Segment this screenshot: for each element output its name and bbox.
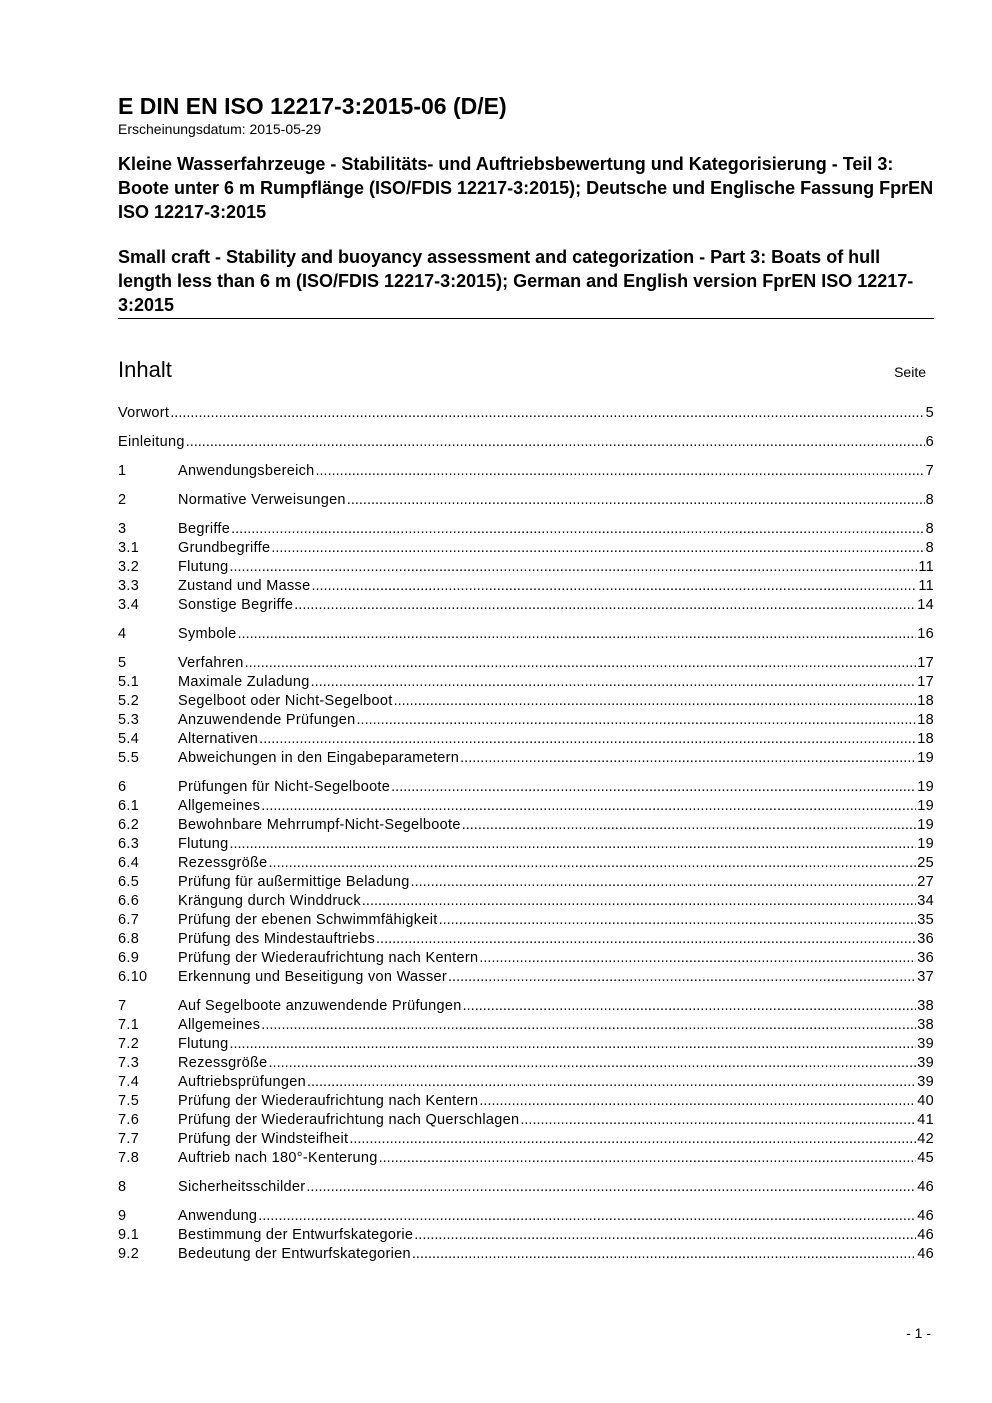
toc-leader-dots: [379, 1150, 917, 1166]
toc-entry[interactable]: [118, 893, 934, 912]
toc-entry-page: 36: [917, 931, 934, 947]
toc-entry-page: 39: [917, 1074, 934, 1090]
toc-entry[interactable]: [118, 1150, 934, 1169]
toc-leader-dots: [170, 405, 924, 421]
toc-entry-title: Flutung: [178, 836, 229, 852]
toc-entry-title: Segelboot oder Nicht-Segelboot: [178, 693, 393, 709]
toc-entry-title: Normative Verweisungen: [178, 492, 346, 508]
toc-entry-number: 6.6: [118, 893, 140, 909]
toc-entry-title: Symbole: [178, 626, 237, 642]
toc-entry[interactable]: [118, 712, 934, 731]
toc-entry-title: Rezessgröße: [178, 855, 268, 871]
toc-entry-number: 9.2: [118, 1246, 140, 1262]
toc-leader-dots: [349, 1131, 916, 1147]
toc-leader-dots: [448, 969, 916, 985]
toc-leader-dots: [269, 855, 917, 871]
toc-entry-number: 3.3: [118, 578, 140, 594]
toc-leader-dots: [229, 1036, 916, 1052]
toc-leader-dots: [463, 998, 917, 1014]
toc-entry-title: Prüfung der ebenen Schwimmfähigkeit: [178, 912, 438, 928]
toc-entry-page: 25: [917, 855, 934, 871]
toc-entry[interactable]: [118, 1036, 934, 1055]
toc-leader-dots: [307, 1074, 916, 1090]
toc-entry[interactable]: [118, 750, 934, 769]
toc-entry-number: 7.2: [118, 1036, 140, 1052]
toc-entry[interactable]: [118, 998, 934, 1017]
toc-entry-page: 11: [918, 559, 934, 575]
toc-entry-page: 7: [925, 463, 934, 479]
toc-entry[interactable]: [118, 1246, 934, 1265]
toc-entry[interactable]: [118, 521, 934, 540]
toc-entry-number: 6.2: [118, 817, 140, 833]
toc-entry[interactable]: [118, 1074, 934, 1093]
toc-entry-number: 6: [118, 779, 127, 795]
toc-entry-page: 18: [917, 731, 934, 747]
toc-leader-dots: [258, 1208, 916, 1224]
toc-entry[interactable]: [118, 693, 934, 712]
toc-entry[interactable]: [118, 434, 934, 453]
toc-entry-number: 3.4: [118, 597, 140, 613]
toc-entry-page: 34: [917, 893, 934, 909]
toc-entry-title: Flutung: [178, 1036, 229, 1052]
toc-entry-title: Einleitung: [118, 434, 185, 450]
toc-leader-dots: [261, 1017, 916, 1033]
toc-leader-dots: [316, 463, 925, 479]
toc-entry-title: Anzuwendende Prüfungen: [178, 712, 356, 728]
toc-entry-page: 41: [917, 1112, 934, 1128]
toc-entry-page: 6: [925, 434, 934, 450]
toc-entry-number: 5.5: [118, 750, 140, 766]
toc-entry-page: 18: [917, 693, 934, 709]
toc-entry-title: Vorwort: [118, 405, 170, 421]
toc-entry[interactable]: [118, 779, 934, 798]
toc-entry-page: 46: [917, 1246, 934, 1262]
toc-entry[interactable]: [118, 969, 934, 988]
toc-entry[interactable]: [118, 731, 934, 750]
toc-entry[interactable]: [118, 931, 934, 950]
toc-entry-page: 19: [917, 750, 934, 766]
toc-entry-title: Sicherheitsschilder: [178, 1179, 306, 1195]
toc-leader-dots: [462, 817, 917, 833]
toc-entry-page: 36: [917, 950, 934, 966]
toc-entry-title: Auftrieb nach 180°-Kenterung: [178, 1150, 378, 1166]
toc-entry-number: 8: [118, 1179, 127, 1195]
toc-entry-title: Prüfung der Wiederaufrichtung nach Kentern: [178, 1093, 479, 1109]
toc-entry[interactable]: [118, 1112, 934, 1131]
toc-entry-number: 9.1: [118, 1227, 140, 1243]
toc-entry-page: 17: [917, 674, 934, 690]
publication-date: Erscheinungsdatum: 2015-05-29: [118, 121, 322, 137]
toc-entry-title: Verfahren: [178, 655, 244, 671]
toc-entry[interactable]: [118, 578, 934, 597]
toc-entry-title: Prüfung für außermittige Beladung: [178, 874, 410, 890]
toc-leader-dots: [186, 434, 925, 450]
toc-entry-page: 46: [917, 1179, 934, 1195]
toc-entry-page: 18: [917, 712, 934, 728]
toc-leader-dots: [306, 1179, 916, 1195]
toc-entry-number: 7.3: [118, 1055, 140, 1071]
toc-leader-dots: [261, 798, 916, 814]
toc-leader-dots: [391, 779, 916, 795]
toc-entry-page: 37: [917, 969, 934, 985]
toc-entry-page: 5: [925, 405, 934, 421]
toc-entry-number: 6.8: [118, 931, 140, 947]
toc-entry[interactable]: [118, 405, 934, 424]
toc-entry-page: 35: [917, 912, 934, 928]
toc-entry-number: 6.5: [118, 874, 140, 890]
toc-leader-dots: [460, 750, 916, 766]
toc-entry[interactable]: [118, 912, 934, 931]
toc-leader-dots: [269, 1055, 917, 1071]
toc-entry-title: Allgemeines: [178, 798, 261, 814]
toc-entry[interactable]: [118, 540, 934, 559]
toc-entry[interactable]: [118, 1208, 934, 1227]
toc-entry-number: 3: [118, 521, 127, 537]
toc-entry-page: 27: [917, 874, 934, 890]
toc-entry-number: 7.6: [118, 1112, 140, 1128]
toc-entry-title: Begriffe: [178, 521, 231, 537]
toc-leader-dots: [231, 521, 925, 537]
toc-leader-dots: [294, 597, 916, 613]
toc-entry-page: 38: [917, 1017, 934, 1033]
toc-entry-page: 8: [925, 521, 934, 537]
toc-entry-title: Prüfung der Wiederaufrichtung nach Querschlagen: [178, 1112, 520, 1128]
toc-leader-dots: [357, 712, 917, 728]
toc-entry-title: Auftriebsprüfungen: [178, 1074, 306, 1090]
toc-entry-page: 39: [917, 1055, 934, 1071]
toc-entry-title: Allgemeines: [178, 1017, 261, 1033]
german-title: Kleine Wasserfahrzeuge - Stabilitäts- und Auftriebsbewertung und Kategorisierung - Teil 3: Boote unter 6 m Rumpflänge (ISO/FDIS 12217-3:2015); Deutsche und Englische Fassung FprEN ISO 12217-3:2015: [118, 154, 934, 222]
toc-entry-title: Bewohnbare Mehrrumpf-Nicht-Segelboote: [178, 817, 461, 833]
toc-entry-title: Alternativen: [178, 731, 259, 747]
toc-entry-number: 2: [118, 492, 127, 508]
toc-entry[interactable]: [118, 817, 934, 836]
english-title: Small craft - Stability and buoyancy assessment and categorization - Part 3: Boats of hull length less than 6 m (ISO/FDIS 12217-3:2015); German and English version FprEN ISO 12217-3:2015: [118, 247, 914, 315]
toc-heading: Inhalt: [118, 357, 172, 382]
toc-entry-number: 7.8: [118, 1150, 140, 1166]
toc-leader-dots: [412, 1246, 916, 1262]
toc-entry[interactable]: [118, 1055, 934, 1074]
toc-leader-dots: [259, 731, 916, 747]
toc-entry-number: 7.4: [118, 1074, 140, 1090]
toc-entry[interactable]: [118, 559, 934, 578]
toc-leader-dots: [229, 836, 916, 852]
document-number: E DIN EN ISO 12217-3:2015-06 (D/E): [118, 93, 507, 119]
toc-entry-number: 5.3: [118, 712, 140, 728]
toc-leader-dots: [229, 559, 917, 575]
toc-entry-number: 6.10: [118, 969, 148, 985]
toc-entry-number: 3.2: [118, 559, 140, 575]
toc-entry-title: Grundbegriffe: [178, 540, 271, 556]
toc-entry-number: 7: [118, 998, 127, 1014]
toc-entry-title: Krängung durch Winddruck: [178, 893, 361, 909]
toc-leader-dots: [362, 893, 916, 909]
toc-page-column-label: Seite: [894, 364, 926, 380]
toc-leader-dots: [411, 874, 917, 890]
toc-entry[interactable]: [118, 1179, 934, 1198]
header-divider: [118, 318, 934, 319]
toc-entry-page: 40: [917, 1093, 934, 1109]
toc-entry-number: 3.1: [118, 540, 140, 556]
toc-entry-number: 7.1: [118, 1017, 140, 1033]
toc-entry-page: 17: [917, 655, 934, 671]
toc-entry-number: 5: [118, 655, 127, 671]
toc-leader-dots: [347, 492, 925, 508]
toc-entry[interactable]: [118, 836, 934, 855]
toc-entry-title: Prüfungen für Nicht-Segelboote: [178, 779, 391, 795]
toc-leader-dots: [520, 1112, 916, 1128]
toc-entry-number: 7.7: [118, 1131, 140, 1147]
page-number: - 1 -: [906, 1325, 931, 1341]
toc-entry-page: 8: [925, 492, 934, 508]
toc-leader-dots: [238, 626, 917, 642]
toc-entry-page: 45: [917, 1150, 934, 1166]
toc-leader-dots: [271, 540, 924, 556]
toc-entry-page: 19: [917, 817, 934, 833]
toc-entry[interactable]: [118, 855, 934, 874]
toc-entry-page: 19: [917, 798, 934, 814]
toc-entry[interactable]: [118, 626, 934, 645]
toc-entry-title: Sonstige Begriffe: [178, 597, 294, 613]
toc-entry[interactable]: [118, 1093, 934, 1112]
toc-entry-title: Zustand und Masse: [178, 578, 311, 594]
toc-entry-title: Rezessgröße: [178, 1055, 268, 1071]
toc-leader-dots: [311, 674, 917, 690]
toc-entry-page: 16: [917, 626, 934, 642]
toc-entry-number: 5.4: [118, 731, 140, 747]
toc-entry-number: 6.9: [118, 950, 140, 966]
toc-entry-number: 6.7: [118, 912, 140, 928]
toc-entry-title: Anwendungsbereich: [178, 463, 315, 479]
toc-entry-title: Anwendung: [178, 1208, 258, 1224]
toc-header: [118, 357, 934, 383]
toc-entry-number: 9: [118, 1208, 127, 1224]
toc-entry[interactable]: [118, 1131, 934, 1150]
toc-entry[interactable]: [118, 798, 934, 817]
toc-entry-number: 6.1: [118, 798, 140, 814]
toc-entry-title: Auf Segelboote anzuwendende Prüfungen: [178, 998, 462, 1014]
toc-entry[interactable]: [118, 950, 934, 969]
toc-entry-number: 6.4: [118, 855, 140, 871]
toc-entry-number: 1: [118, 463, 127, 479]
toc-leader-dots: [245, 655, 917, 671]
toc-entry-number: 6.3: [118, 836, 140, 852]
toc-entry[interactable]: [118, 463, 934, 482]
toc-entry[interactable]: [118, 1017, 934, 1036]
toc-entry-number: 5.2: [118, 693, 140, 709]
toc-entry-title: Prüfung des Mindestauftriebs: [178, 931, 376, 947]
toc-entry-page: 46: [917, 1227, 934, 1243]
toc-entry[interactable]: [118, 674, 934, 693]
toc-entry-number: 4: [118, 626, 127, 642]
toc-entry-title: Abweichungen in den Eingabeparametern: [178, 750, 460, 766]
toc-entry-number: 5.1: [118, 674, 140, 690]
toc-entry-page: 46: [917, 1208, 934, 1224]
toc-entry-title: Flutung: [178, 559, 229, 575]
toc-entry-page: 11: [918, 578, 934, 594]
toc-entry-title: Erkennung und Beseitigung von Wasser: [178, 969, 448, 985]
toc-leader-dots: [414, 1227, 916, 1243]
toc-leader-dots: [394, 693, 917, 709]
document-page: [118, 92, 934, 1265]
toc-entry-page: 14: [917, 597, 934, 613]
toc-leader-dots: [439, 912, 917, 928]
toc-entry[interactable]: [118, 874, 934, 893]
toc-entry-title: Prüfung der Wiederaufrichtung nach Kentern: [178, 950, 479, 966]
toc-entry[interactable]: [118, 655, 934, 674]
toc-leader-dots: [479, 950, 916, 966]
toc-entry-page: 19: [917, 779, 934, 795]
table-of-contents: [118, 405, 934, 1265]
toc-entry-title: Bedeutung der Entwurfskategorien: [178, 1246, 411, 1262]
toc-entry-page: 42: [917, 1131, 934, 1147]
toc-entry-title: Prüfung der Windsteifheit: [178, 1131, 349, 1147]
toc-leader-dots: [376, 931, 916, 947]
toc-entry[interactable]: [118, 597, 934, 616]
toc-entry-page: 19: [917, 836, 934, 852]
toc-entry-title: Bestimmung der Entwurfskategorie: [178, 1227, 414, 1243]
toc-entry-title: Maximale Zuladung: [178, 674, 310, 690]
toc-entry-page: 8: [925, 540, 934, 556]
toc-entry-page: 39: [917, 1036, 934, 1052]
toc-entry[interactable]: [118, 492, 934, 511]
toc-entry-number: 7.5: [118, 1093, 140, 1109]
toc-leader-dots: [479, 1093, 916, 1109]
toc-leader-dots: [311, 578, 917, 594]
toc-entry[interactable]: [118, 1227, 934, 1246]
toc-entry-page: 38: [917, 998, 934, 1014]
